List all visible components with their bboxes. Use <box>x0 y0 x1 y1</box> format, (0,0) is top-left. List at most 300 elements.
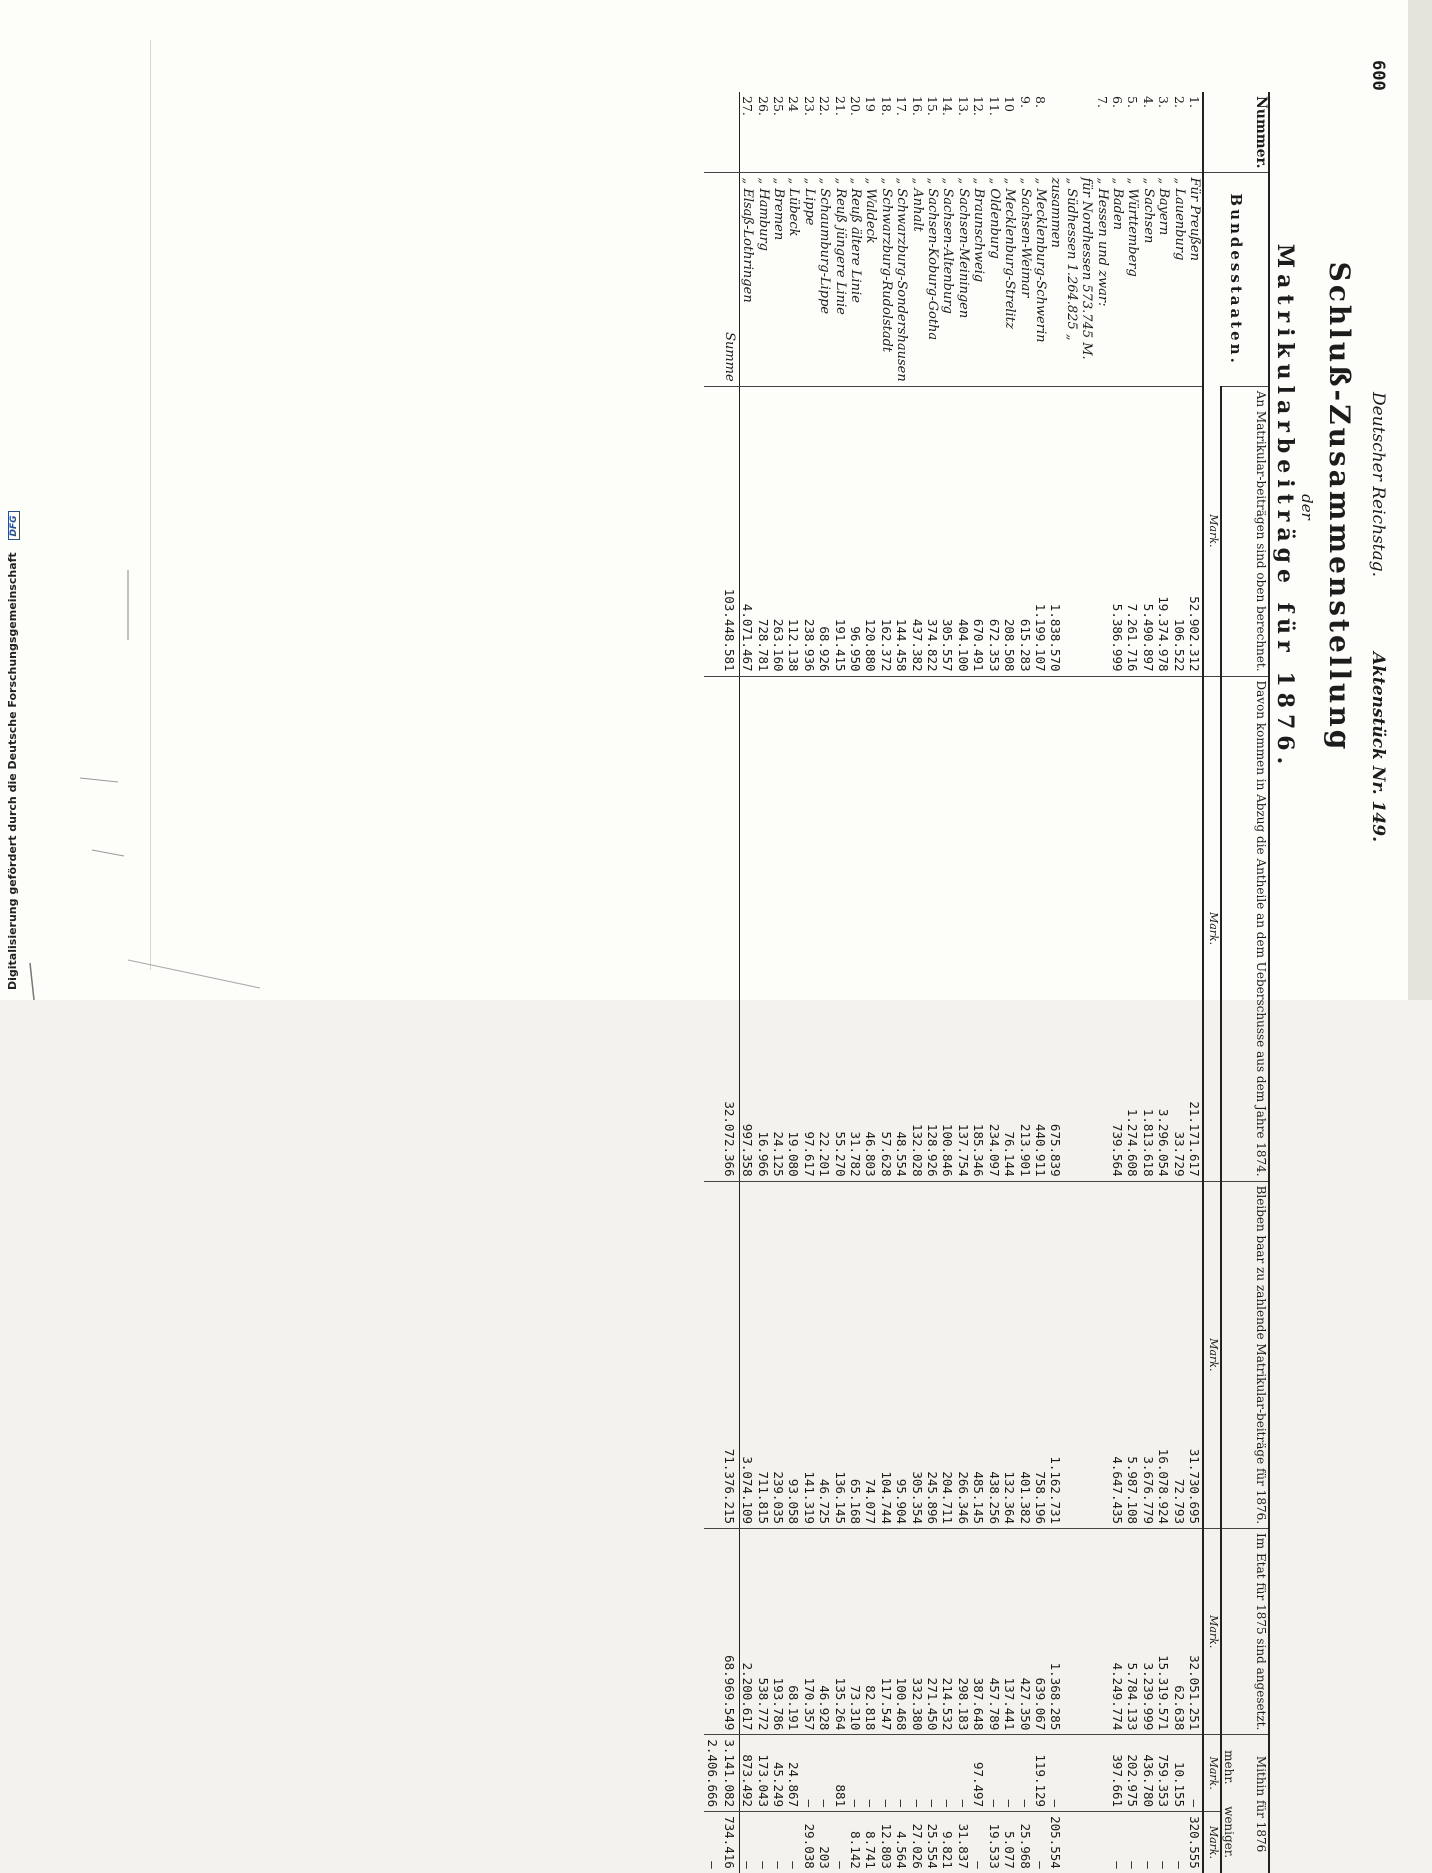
row-more: — <box>1017 1735 1032 1812</box>
row-calc: 96.950 <box>848 386 863 676</box>
row-more: 173.043 <box>755 1735 770 1812</box>
row-remain: 46.725 <box>817 1181 832 1528</box>
row-calc: 191.415 <box>832 386 847 676</box>
row-budget: 387.648 <box>971 1529 986 1735</box>
summary-net-surplus <box>704 676 719 1181</box>
row-budget: 298.183 <box>956 1529 971 1735</box>
header-more: mehr. <box>1222 1750 1236 1785</box>
row-more: — <box>878 1735 893 1812</box>
row-budget: 46.928 <box>817 1529 832 1735</box>
row-calc: 5.490.897 <box>1140 386 1155 676</box>
table-row <box>771 92 786 1873</box>
summary-remaining: 71.376.215 <box>720 1181 740 1528</box>
row-calc: 1.199.107 <box>1033 386 1048 676</box>
table-row <box>878 92 893 1873</box>
header-group-title: Mithin für 1876 <box>1254 1755 1268 1853</box>
row-remain: 95.904 <box>894 1181 909 1528</box>
row-state: „ Reuß jüngere Linie <box>832 173 847 386</box>
row-surplus: 24.125 <box>771 676 786 1181</box>
row-state: „ Hessen und zwar: <box>1094 173 1109 386</box>
row-number: 7. <box>1094 96 1110 108</box>
row-remain: 758.196 <box>1033 1181 1048 1528</box>
row-calc: 404.100 <box>956 386 971 676</box>
row-calc: 162.372 <box>878 386 893 676</box>
row-state: Für Preußen <box>1187 173 1203 386</box>
table-row <box>817 92 832 1873</box>
row-remain: 72.793 <box>1171 1181 1186 1528</box>
row-remain: 16.078.924 <box>1156 1181 1171 1528</box>
row-calc: 670.491 <box>971 386 986 676</box>
pencil-stroke <box>128 960 260 988</box>
row-number: 5. <box>1125 96 1141 108</box>
row-remain: 104.744 <box>878 1181 893 1528</box>
row-number: 10 <box>1002 96 1018 112</box>
row-budget <box>1063 1529 1078 1735</box>
row-calc: 5.386.999 <box>1110 386 1125 676</box>
row-surplus: 21.171.617 <box>1187 676 1203 1181</box>
row-surplus: 31.782 <box>848 676 863 1181</box>
row-remain: 204.711 <box>940 1181 955 1528</box>
pencil-stroke <box>92 850 124 856</box>
row-number: 15. <box>925 96 941 116</box>
row-less: — <box>786 1812 801 1873</box>
row-surplus: 16.966 <box>755 676 770 1181</box>
row-number: 12. <box>971 96 987 116</box>
row-more: — <box>940 1735 955 1812</box>
row-state: „ Schwarzburg-Sondershausen <box>894 173 909 386</box>
digitization-credit <box>6 0 20 990</box>
row-number: 18. <box>878 96 894 116</box>
row-state: „ Bremen <box>771 173 786 386</box>
row-more: 397.661 <box>1110 1735 1125 1812</box>
table-row <box>1063 92 1078 1873</box>
row-state: „ Sachsen-Altenburg <box>940 173 955 386</box>
row-more <box>1094 1735 1109 1812</box>
table-row <box>1079 92 1094 1873</box>
summary-surplus: 32.072.366 <box>720 676 740 1181</box>
row-calc <box>1079 386 1094 676</box>
table-row <box>786 92 801 1873</box>
row-less: — <box>1110 1812 1125 1873</box>
row-remain <box>1063 1181 1078 1528</box>
row-state: „ Südhessen 1.264.825 „ <box>1063 173 1078 386</box>
row-more: 24.867 <box>786 1735 801 1812</box>
row-remain: 74.077 <box>863 1181 878 1528</box>
row-surplus: 55.270 <box>832 676 847 1181</box>
row-remain: 93.058 <box>786 1181 801 1528</box>
table-row <box>940 92 955 1873</box>
table-row <box>1125 92 1140 1873</box>
row-budget: 117.547 <box>878 1529 893 1735</box>
row-state: „ Anhalt <box>909 173 924 386</box>
row-remain: 438.256 <box>986 1181 1001 1528</box>
table-row <box>1187 92 1203 1873</box>
row-number: 3. <box>1156 96 1172 108</box>
summary-more-net: 2.406.666 <box>704 1735 719 1812</box>
table-row <box>1110 92 1125 1873</box>
row-budget: 68.191 <box>786 1529 801 1735</box>
row-less: 12.803 <box>878 1812 893 1873</box>
page-number: 600 <box>1368 60 1388 91</box>
row-less: 9.821 <box>940 1812 955 1873</box>
row-number: 26. <box>755 96 771 116</box>
row-number <box>1048 92 1063 173</box>
row-budget: 82.818 <box>863 1529 878 1735</box>
row-remain: 5.987.108 <box>1125 1181 1140 1528</box>
row-state: „ Sachsen <box>1140 173 1155 386</box>
row-surplus: 97.617 <box>801 676 816 1181</box>
row-budget: 62.638 <box>1171 1529 1186 1735</box>
row-less: — <box>1156 1812 1171 1873</box>
row-more: — <box>909 1735 924 1812</box>
row-less: — <box>971 1812 986 1873</box>
row-state: „ Mecklenburg-Schwerin <box>1033 173 1048 386</box>
row-budget: 15.319.571 <box>1156 1529 1171 1735</box>
row-state: „ Oldenburg <box>986 173 1001 386</box>
header-surplus: Davon kommen in Abzug die Antheile an dem Ueberschusse aus dem Jahre 1874. <box>1221 676 1269 1181</box>
unit-more: Mark. <box>1203 1735 1221 1812</box>
row-more: 45.249 <box>771 1735 786 1812</box>
row-less: 203 <box>817 1812 832 1873</box>
row-budget: 193.786 <box>771 1529 786 1735</box>
row-calc: 52.902.312 <box>1187 386 1203 676</box>
row-less: 25.554 <box>925 1812 940 1873</box>
table-body <box>739 92 1203 1873</box>
row-surplus: 234.097 <box>986 676 1001 1181</box>
row-number <box>1063 92 1078 173</box>
row-number: 16. <box>909 96 925 116</box>
table-connective: der <box>1298 494 1316 520</box>
row-number: 1. <box>1187 96 1202 108</box>
row-less: 320.555 <box>1187 1812 1203 1873</box>
row-budget: 32.051.251 <box>1187 1529 1203 1735</box>
unit-less: Mark. <box>1203 1812 1221 1873</box>
row-calc <box>1094 386 1109 676</box>
row-calc: 4.071.467 <box>739 386 755 676</box>
row-state: „ Baden <box>1110 173 1125 386</box>
row-number: 4. <box>1140 96 1156 108</box>
row-budget: 135.264 <box>832 1529 847 1735</box>
unit-calculated: Mark. <box>1203 386 1221 676</box>
row-state: „ Waldeck <box>863 173 878 386</box>
row-less: 29.038 <box>801 1812 816 1873</box>
table-row <box>1171 92 1186 1873</box>
row-remain <box>1094 1181 1109 1528</box>
row-remain: 266.346 <box>956 1181 971 1528</box>
row-calc: 263.160 <box>771 386 786 676</box>
table-row <box>755 92 770 1873</box>
row-surplus: 675.839 <box>1048 676 1063 1181</box>
row-less: — <box>832 1812 847 1873</box>
row-more: 759.353 <box>1156 1735 1171 1812</box>
row-number: 19 <box>863 96 879 112</box>
table-row <box>1094 92 1109 1873</box>
row-less <box>1063 1812 1078 1873</box>
row-number: 8. <box>1032 96 1048 108</box>
row-number: 13. <box>955 96 971 116</box>
row-more: — <box>1187 1735 1203 1812</box>
row-number: 21. <box>832 96 848 116</box>
row-number: 24 <box>786 96 802 112</box>
header-number: Nummer. <box>1203 92 1269 173</box>
header-budget-1875: Im Etat für 1875 sind angesetzt. <box>1221 1529 1269 1735</box>
row-remain: 485.145 <box>971 1181 986 1528</box>
summary-more-gross: 3.141.082 <box>720 1735 740 1812</box>
table-summary <box>704 92 739 1873</box>
row-less: — <box>1125 1812 1140 1873</box>
summary-net-number <box>704 92 719 173</box>
row-surplus: 213.901 <box>1017 676 1032 1181</box>
unit-budget: Mark. <box>1203 1529 1221 1735</box>
row-surplus: 1.813.618 <box>1140 676 1155 1181</box>
row-remain: 65.168 <box>848 1181 863 1528</box>
row-more: — <box>925 1735 940 1812</box>
row-state: „ Schwarzburg-Rudolstadt <box>878 173 893 386</box>
row-more: 97.497 <box>971 1735 986 1812</box>
row-more <box>1063 1735 1078 1812</box>
table-row <box>986 92 1001 1873</box>
row-less: — <box>771 1812 786 1873</box>
row-calc: 374.822 <box>925 386 940 676</box>
row-number: 22. <box>817 96 833 116</box>
row-calc: 7.261.716 <box>1125 386 1140 676</box>
row-remain: 711.815 <box>755 1181 770 1528</box>
row-less <box>1094 1812 1109 1873</box>
header-calculated: An Matrikular-beiträgen sind oben berechnet. <box>1221 386 1269 676</box>
row-less: — <box>1033 1812 1048 1873</box>
row-more: 436.780 <box>1140 1735 1155 1812</box>
row-budget <box>1094 1529 1109 1735</box>
table-row <box>956 92 971 1873</box>
table-row <box>894 92 909 1873</box>
row-state: „ Braunschweig <box>971 173 986 386</box>
row-surplus: 48.554 <box>894 676 909 1181</box>
row-more: — <box>1048 1735 1063 1812</box>
unit-surplus: Mark. <box>1203 676 1221 1181</box>
row-less: 8.741 <box>863 1812 878 1873</box>
row-calc: 672.353 <box>986 386 1001 676</box>
row-surplus: 739.564 <box>1110 676 1125 1181</box>
table-row <box>1140 92 1155 1873</box>
table-row <box>832 92 847 1873</box>
row-budget: 457.789 <box>986 1529 1001 1735</box>
row-state: „ Elsaß-Lothringen <box>739 173 755 386</box>
row-more: — <box>986 1735 1001 1812</box>
row-number: 20. <box>848 96 864 116</box>
row-state: „ Mecklenburg-Strelitz <box>1002 173 1017 386</box>
unit-remaining: Mark. <box>1203 1181 1221 1528</box>
row-calc: 615.283 <box>1017 386 1032 676</box>
row-budget: 5.784.133 <box>1125 1529 1140 1735</box>
row-budget: 3.239.999 <box>1140 1529 1155 1735</box>
row-more: — <box>801 1735 816 1812</box>
row-remain: 3.074.109 <box>739 1181 755 1528</box>
row-remain: 245.896 <box>925 1181 940 1528</box>
row-number: 6. <box>1109 96 1125 108</box>
summary-number <box>720 92 740 173</box>
row-remain: 141.319 <box>801 1181 816 1528</box>
row-number: 14. <box>940 96 956 116</box>
row-remain: 136.145 <box>832 1181 847 1528</box>
header-subcolumns <box>1222 1739 1236 1868</box>
row-surplus: 22.201 <box>817 676 832 1181</box>
table-row <box>1002 92 1017 1873</box>
row-less: 5.077 <box>1002 1812 1017 1873</box>
row-surplus: 3.296.054 <box>1156 676 1171 1181</box>
row-number: 11. <box>986 96 1002 116</box>
summary-label: Summe <box>720 173 740 386</box>
row-state: für Nordhessen 573.745 M. <box>1079 173 1094 386</box>
row-less: — <box>739 1812 755 1873</box>
row-calc: 437.382 <box>909 386 924 676</box>
dfg-logo: DFG <box>8 511 20 540</box>
row-budget: 427.350 <box>1017 1529 1032 1735</box>
row-number: 17. <box>894 96 910 116</box>
credit-text: Digitalisierung gefördert durch die Deutsche Forschungsgemeinschaft <box>6 552 19 990</box>
row-calc: 19.374.978 <box>1156 386 1171 676</box>
header-remaining: Bleiben baar zu zahlende Matrikular-beiträge für 1876. <box>1221 1181 1269 1528</box>
row-less: 19.533 <box>986 1812 1001 1873</box>
row-state: „ Sachsen-Meiningen <box>956 173 971 386</box>
row-less: 31.837 <box>956 1812 971 1873</box>
row-budget: 170.357 <box>801 1529 816 1735</box>
row-state: „ Lübeck <box>786 173 801 386</box>
document-number: Aktenstück Nr. 149. <box>1368 652 1388 843</box>
row-surplus: 440.911 <box>1033 676 1048 1181</box>
table-row <box>971 92 986 1873</box>
row-number: 9. <box>1017 96 1033 108</box>
row-more: — <box>1002 1735 1017 1812</box>
table-row <box>925 92 940 1873</box>
summary-net-row <box>704 92 719 1873</box>
row-less: — <box>1140 1812 1155 1873</box>
pencil-stroke <box>30 963 34 1000</box>
row-calc: 112.138 <box>786 386 801 676</box>
row-budget: 100.468 <box>894 1529 909 1735</box>
row-more: 202.975 <box>1125 1735 1140 1812</box>
row-surplus <box>1094 676 1109 1181</box>
summary-calculated: 103.448.581 <box>720 386 740 676</box>
row-calc: 728.781 <box>755 386 770 676</box>
row-surplus: 997.358 <box>739 676 755 1181</box>
row-less <box>1079 1812 1094 1873</box>
row-calc: 120.880 <box>863 386 878 676</box>
row-less: 27.026 <box>909 1812 924 1873</box>
table-row <box>801 92 816 1873</box>
row-budget: 639.067 <box>1033 1529 1048 1735</box>
row-surplus: 33.729 <box>1171 676 1186 1181</box>
header-state: Bundesstaaten. <box>1203 173 1269 386</box>
summary-net-label <box>704 173 719 386</box>
table-row <box>863 92 878 1873</box>
row-number: 27. <box>740 96 756 116</box>
row-surplus: 19.080 <box>786 676 801 1181</box>
row-surplus <box>1063 676 1078 1181</box>
row-remain: 4.647.435 <box>1110 1181 1125 1528</box>
row-state: „ Württemberg <box>1125 173 1140 386</box>
row-more: 119.129 <box>1033 1735 1048 1812</box>
table-title: Schluß-Zusammenstellung <box>1323 261 1356 753</box>
row-budget: 4.249.774 <box>1110 1529 1125 1735</box>
summary-net-budget <box>704 1529 719 1735</box>
summary-less-gross: 734.416 <box>720 1812 740 1873</box>
row-calc: 144.458 <box>894 386 909 676</box>
row-budget: 538.772 <box>755 1529 770 1735</box>
row-remain: 239.035 <box>771 1181 786 1528</box>
row-surplus: 1.274.608 <box>1125 676 1140 1181</box>
row-surplus: 57.628 <box>878 676 893 1181</box>
row-more: — <box>956 1735 971 1812</box>
row-state: „ Reuß ältere Linie <box>848 173 863 386</box>
row-calc <box>1063 386 1078 676</box>
summary-less-net: — <box>704 1812 719 1873</box>
row-less: 8.142 <box>848 1812 863 1873</box>
row-surplus: 46.803 <box>863 676 878 1181</box>
row-more: — <box>817 1735 832 1812</box>
table-row <box>1017 92 1032 1873</box>
row-budget: 332.380 <box>909 1529 924 1735</box>
summary-net-remaining <box>704 1181 719 1528</box>
row-calc: 68.926 <box>817 386 832 676</box>
row-state: „ Hamburg <box>755 173 770 386</box>
row-more: — <box>894 1735 909 1812</box>
row-less: 4.564 <box>894 1812 909 1873</box>
row-more: 10.155 <box>1171 1735 1186 1812</box>
row-surplus <box>1079 676 1094 1181</box>
row-remain: 31.730.695 <box>1187 1181 1203 1528</box>
row-more: — <box>848 1735 863 1812</box>
row-calc: 238.936 <box>801 386 816 676</box>
row-number: 25. <box>771 96 787 116</box>
row-budget: 271.450 <box>925 1529 940 1735</box>
row-less: 205.554 <box>1048 1812 1063 1873</box>
row-less: — <box>755 1812 770 1873</box>
row-remain <box>1079 1181 1094 1528</box>
row-surplus: 100.846 <box>940 676 955 1181</box>
row-calc: 1.838.570 <box>1048 386 1063 676</box>
journal-title: Deutscher Reichstag. <box>1368 392 1388 577</box>
summary-budget: 68.969.549 <box>720 1529 740 1735</box>
table-row <box>909 92 924 1873</box>
row-more: 881 <box>832 1735 847 1812</box>
row-remain: 132.364 <box>1002 1181 1017 1528</box>
row-less: 25.968 <box>1017 1812 1032 1873</box>
contribution-table <box>704 92 1270 1873</box>
running-head <box>1364 52 1390 962</box>
pencil-stroke <box>80 778 118 782</box>
row-surplus: 132.028 <box>909 676 924 1181</box>
row-surplus: 137.754 <box>956 676 971 1181</box>
row-number: 23. <box>801 96 817 116</box>
row-state: „ Lauenburg <box>1171 173 1186 386</box>
header-less: weniger. <box>1222 1806 1236 1859</box>
table-row <box>1033 92 1048 1873</box>
row-surplus: 76.144 <box>1002 676 1017 1181</box>
row-state: „ Sachsen-Koburg-Gotha <box>925 173 940 386</box>
row-more <box>1079 1735 1094 1812</box>
row-budget: 73.310 <box>848 1529 863 1735</box>
row-state: „ Bayern <box>1156 173 1171 386</box>
table-row <box>1048 92 1063 1873</box>
row-number: 2. <box>1171 96 1187 108</box>
row-calc: 208.508 <box>1002 386 1017 676</box>
row-number <box>1079 92 1094 173</box>
table-row <box>739 92 755 1873</box>
row-state: „ Schaumburg-Lippe <box>817 173 832 386</box>
row-more: — <box>863 1735 878 1812</box>
row-state: „ Sachsen-Weimar <box>1017 173 1032 386</box>
table-header-row <box>1221 92 1269 1873</box>
